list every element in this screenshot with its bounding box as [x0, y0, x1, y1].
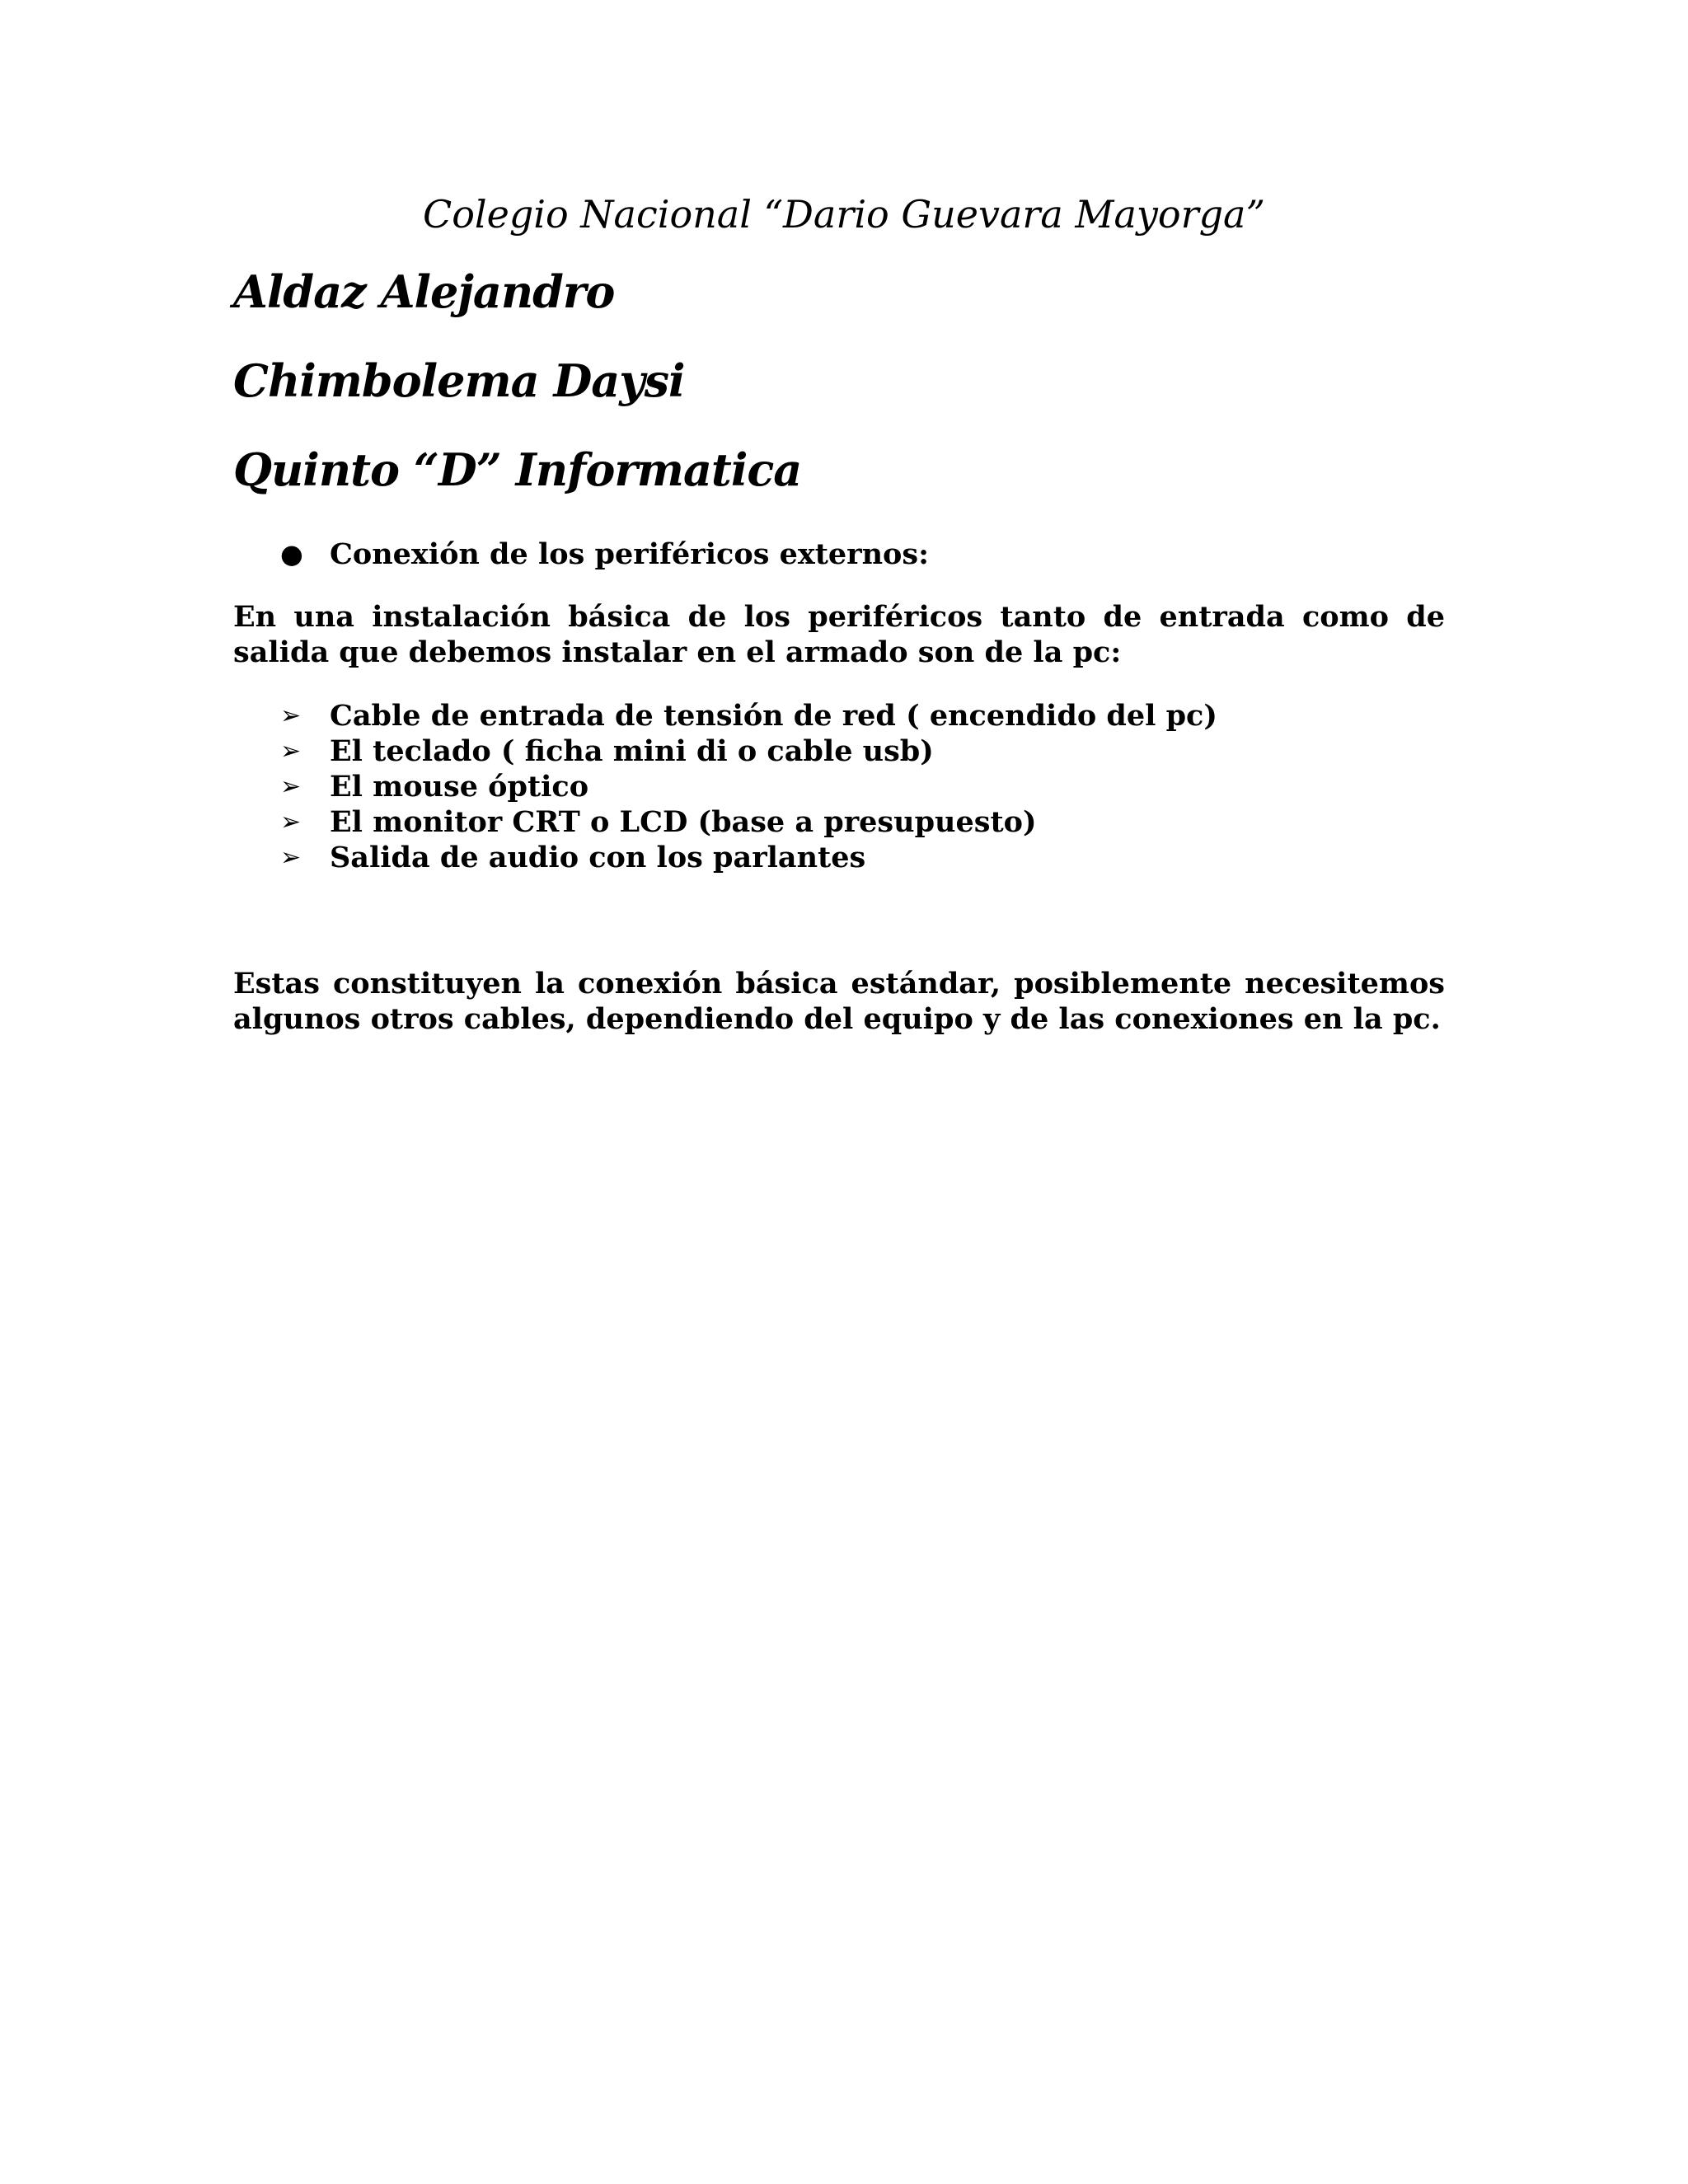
list-item-text: El teclado ( ficha mini di o cable usb): [330, 734, 934, 768]
arrow-bullet-icon: ➢: [280, 843, 302, 872]
list-item: [280, 840, 1217, 875]
arrow-bullet-icon: ➢: [280, 737, 302, 766]
list-item-text: Cable de entrada de tensión de red ( encendido del pc): [330, 699, 1217, 733]
school-title: Colegio Nacional “Dario Guevara Mayorga”: [423, 192, 1265, 237]
list-item: [280, 698, 1217, 733]
bullet-dot-icon: ●: [280, 538, 303, 569]
arrow-bullet-icon: ➢: [280, 808, 302, 837]
arrow-bullet-icon: ➢: [280, 772, 302, 801]
closing-paragraph: Estas constituyen la conexión básica estándar, posiblemente necesitemos algunos otros cables, dependiendo del equipo y de las conexiones en la pc.: [233, 967, 1445, 1036]
intro-paragraph: En una instalación básica de los periféricos tanto de entrada como de salida que debemos instalar en el armado son de la pc:: [233, 600, 1445, 669]
list-item-text: El monitor CRT o LCD (base a presupuesto): [330, 805, 1037, 839]
author-name-2: Chimbolema Daysi: [233, 354, 685, 407]
peripherals-list: [280, 698, 1217, 875]
list-item-text: Salida de audio con los parlantes: [330, 841, 866, 874]
list-item: [280, 733, 1217, 769]
list-item: [280, 769, 1217, 804]
section-heading-row: [280, 537, 929, 572]
arrow-bullet-icon: ➢: [280, 701, 302, 730]
list-item-text: El mouse óptico: [330, 770, 589, 804]
section-heading: Conexión de los periféricos externos:: [330, 537, 930, 571]
author-name-1: Aldaz Alejandro: [233, 265, 615, 318]
course-name: Quinto “D” Informatica: [233, 443, 802, 496]
list-item: [280, 804, 1217, 840]
